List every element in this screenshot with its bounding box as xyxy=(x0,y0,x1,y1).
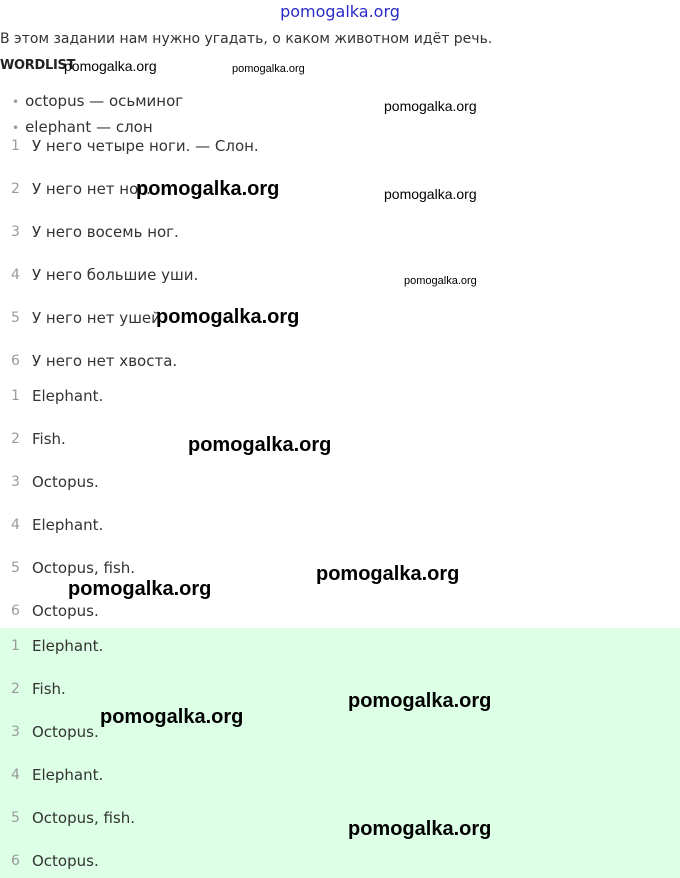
watermark: pomogalka.org xyxy=(156,306,300,328)
question-row xyxy=(0,346,680,376)
bullet-icon: • xyxy=(12,121,20,135)
watermark: pomogalka.org xyxy=(404,275,477,287)
watermark: pomogalka.org xyxy=(384,186,477,202)
highlighted-answer-row xyxy=(0,846,680,876)
row-text: У него большие уши. xyxy=(32,266,199,284)
task-intro-text: В этом задании нам нужно угадать, о каком животном идёт речь. xyxy=(0,31,493,47)
watermark: pomogalka.org xyxy=(316,563,460,585)
question-row xyxy=(0,303,680,333)
row-number: 4 xyxy=(11,767,20,783)
highlighted-answer-row xyxy=(0,803,680,833)
row-text: Elephant. xyxy=(32,637,104,655)
bullet-icon: • xyxy=(12,95,20,109)
highlighted-answer-row xyxy=(0,631,680,661)
row-number: 1 xyxy=(11,638,20,654)
highlighted-answers-section xyxy=(0,628,680,878)
row-number: 4 xyxy=(11,267,20,283)
watermark: pomogalka.org xyxy=(384,98,477,114)
row-text: Octopus. xyxy=(32,723,99,741)
question-row xyxy=(0,131,680,161)
question-row xyxy=(0,260,680,290)
row-number: 2 xyxy=(11,431,20,447)
row-number: 5 xyxy=(11,810,20,826)
row-text: У него восемь ног. xyxy=(32,223,179,241)
row-text: Elephant. xyxy=(32,387,104,405)
row-text: У него нет ушей. xyxy=(32,309,166,327)
question-row xyxy=(0,174,680,204)
row-text: Elephant. xyxy=(32,766,104,784)
wordlist xyxy=(0,88,680,136)
row-number: 3 xyxy=(11,724,20,740)
wordlist-title: WORDLIST xyxy=(0,58,76,73)
row-text: Octopus. xyxy=(32,602,99,620)
answer-row xyxy=(0,381,680,411)
row-text: У него четыре ноги. — Слон. xyxy=(32,137,259,155)
row-text: Fish. xyxy=(32,680,66,698)
watermark: pomogalka.org xyxy=(348,690,492,712)
row-text: Octopus, fish. xyxy=(32,559,136,577)
row-number: 1 xyxy=(11,138,20,154)
site-header-watermark: pomogalka.org xyxy=(280,2,400,21)
row-text: Octopus. xyxy=(32,473,99,491)
wordlist-item xyxy=(12,88,183,115)
question-row xyxy=(0,217,680,247)
row-text: Octopus. xyxy=(32,852,99,870)
watermark: pomogalka.org xyxy=(100,706,244,728)
row-number: 6 xyxy=(11,603,20,619)
row-number: 4 xyxy=(11,517,20,533)
row-number: 1 xyxy=(11,388,20,404)
wordlist-item-text: octopus — осьминог xyxy=(25,92,184,110)
highlighted-answer-row xyxy=(0,674,680,704)
watermark: pomogalka.org xyxy=(188,434,332,456)
row-number: 5 xyxy=(11,310,20,326)
watermark: pomogalka.org xyxy=(64,58,157,74)
row-number: 6 xyxy=(11,353,20,369)
answer-row xyxy=(0,467,680,497)
row-text: У него нет хвоста. xyxy=(32,352,178,370)
row-number: 2 xyxy=(11,681,20,697)
row-number: 3 xyxy=(11,224,20,240)
watermark: pomogalka.org xyxy=(136,178,280,200)
row-number: 3 xyxy=(11,474,20,490)
row-text: Fish. xyxy=(32,430,66,448)
row-text: У него нет ног. xyxy=(32,180,151,198)
highlighted-answer-row xyxy=(0,760,680,790)
row-number: 2 xyxy=(11,181,20,197)
row-text: Elephant. xyxy=(32,516,104,534)
questions-section xyxy=(0,131,680,376)
watermark: pomogalka.org xyxy=(68,578,212,600)
answer-row xyxy=(0,424,680,454)
answer-row xyxy=(0,510,680,540)
row-text: Octopus, fish. xyxy=(32,809,136,827)
wordlist-item-text: elephant — слон xyxy=(25,118,153,136)
watermark: pomogalka.org xyxy=(348,818,492,840)
row-number: 5 xyxy=(11,560,20,576)
watermark: pomogalka.org xyxy=(232,63,305,75)
row-number: 6 xyxy=(11,853,20,869)
